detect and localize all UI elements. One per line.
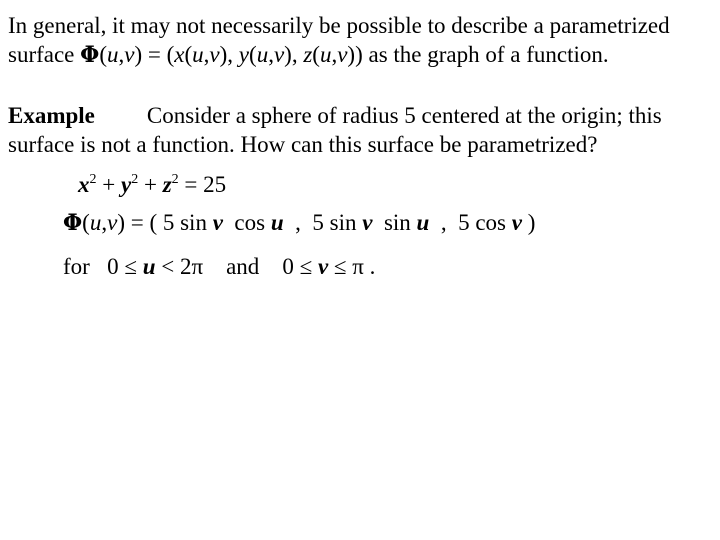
intro-line-1: In general, it may not necessarily be possible to describe a parametrized [8, 13, 670, 38]
example-paragraph [8, 101, 662, 159]
example-line-2: surface is not a function. How can this surface be parametrized? [8, 132, 598, 157]
intro-line-2-prefix: surface [8, 42, 81, 67]
intro-paragraph [8, 11, 670, 70]
domain-constraints: for 0 ≤ u < 2π and 0 ≤ v ≤ π . [63, 254, 376, 279]
example-label: Example [8, 103, 95, 128]
parametrization-equation: Φ(u,v) = ( 5 sin v cos u , 5 sin v sin u , 5 cos v ) [63, 210, 536, 236]
domain-connector: and [226, 254, 260, 279]
intro-line-2: surface Φ(u,v) = (x(u,v), y(u,v), z(u,v)) as the graph of a function. [8, 42, 609, 68]
intro-line-2-suffix: as the graph of a function. [362, 42, 609, 67]
example-text-1: Consider a sphere of radius 5 centered at the origin; this [146, 103, 662, 128]
sphere-equation: $x^2 + y^2 + z^2 = 25$ [78, 172, 227, 197]
domain-prefix: for [63, 254, 90, 279]
example-line-1 [8, 101, 662, 130]
